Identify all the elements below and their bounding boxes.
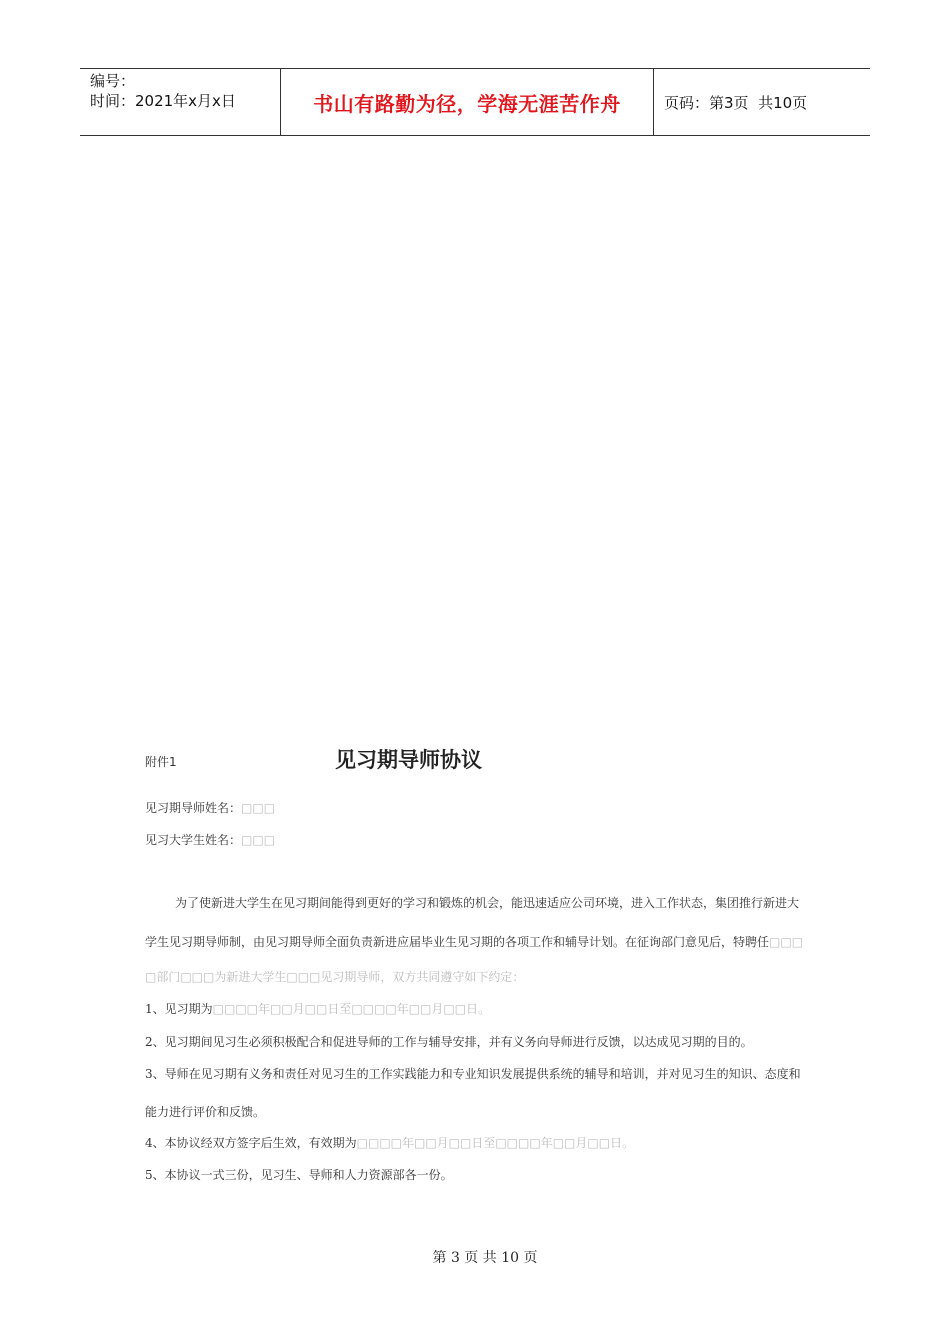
header-meta: [80, 69, 281, 135]
clause-3-continued: 能力进行评价和反馈。: [145, 1105, 266, 1119]
student-name-label: 见习大学生姓名：: [145, 833, 242, 847]
student-name-blank: □□□: [241, 833, 276, 847]
mentor-name-blank: □□□: [241, 801, 276, 815]
clause-4: [145, 1134, 634, 1151]
clause-4-text: 4、本协议经双方签字后生效，有效期为: [145, 1136, 357, 1150]
intro-line-2-text: 学生见习期导师制，由见习期导师全面负责新进应届毕业生见习期的各项工作和辅导计划。在征询部门意见后，特聘任: [145, 935, 770, 949]
time-label: 时间：2021年x月x日: [90, 92, 236, 110]
clause-1-blank: □□□□年□□月□□日至□□□□年□□月□□日。: [212, 1002, 491, 1016]
document-title: 见习期导师协议: [335, 747, 482, 772]
page-indicator: 页码：第3页 共10页: [664, 93, 808, 112]
student-name-line: [145, 831, 275, 848]
intro-line-2-blank: □□□: [769, 935, 804, 949]
serial-label: 编号：: [90, 72, 136, 90]
header-motto-cell: [281, 69, 654, 135]
page-footer: 第 3 页 共 10 页: [432, 1250, 538, 1266]
mentor-name-label: 见习期导师姓名：: [145, 801, 242, 815]
clause-5: 5、本协议一式三份，见习生、导师和人力资源部各一份。: [145, 1168, 453, 1182]
clause-4-blank: □□□□年□□月□□日至□□□□年□□月□□日。: [356, 1136, 635, 1150]
attachment-label: 附件1: [145, 755, 177, 769]
intro-line-1: 为了使新进大学生在见习期间能得到更好的学习和锻炼的机会，能迅速适应公司环境，进入工作状态，集团推行新进大: [175, 896, 800, 910]
clause-2: 2、见习期间见习生必须积极配合和促进导师的工作与辅导安排，并有义务向导师进行反馈，以达成见习期的目的。: [145, 1035, 753, 1049]
mentor-name-line: [145, 799, 275, 816]
clause-1-text: 1、见习期为: [145, 1002, 213, 1016]
motto-text: 书山有路勤为径，学海无涯苦作舟: [313, 91, 621, 116]
intro-line-3: □部门□□□为新进大学生□□□见习期导师，双方共同遵守如下约定：: [145, 970, 525, 984]
intro-line-2: [145, 933, 803, 950]
clause-3: 3、导师在见习期有义务和责任对见习生的工作实践能力和专业知识发展提供系统的辅导和培训，并对见习生的知识、态度和: [145, 1067, 801, 1081]
page-header: [80, 68, 870, 136]
clause-1: [145, 1000, 490, 1017]
